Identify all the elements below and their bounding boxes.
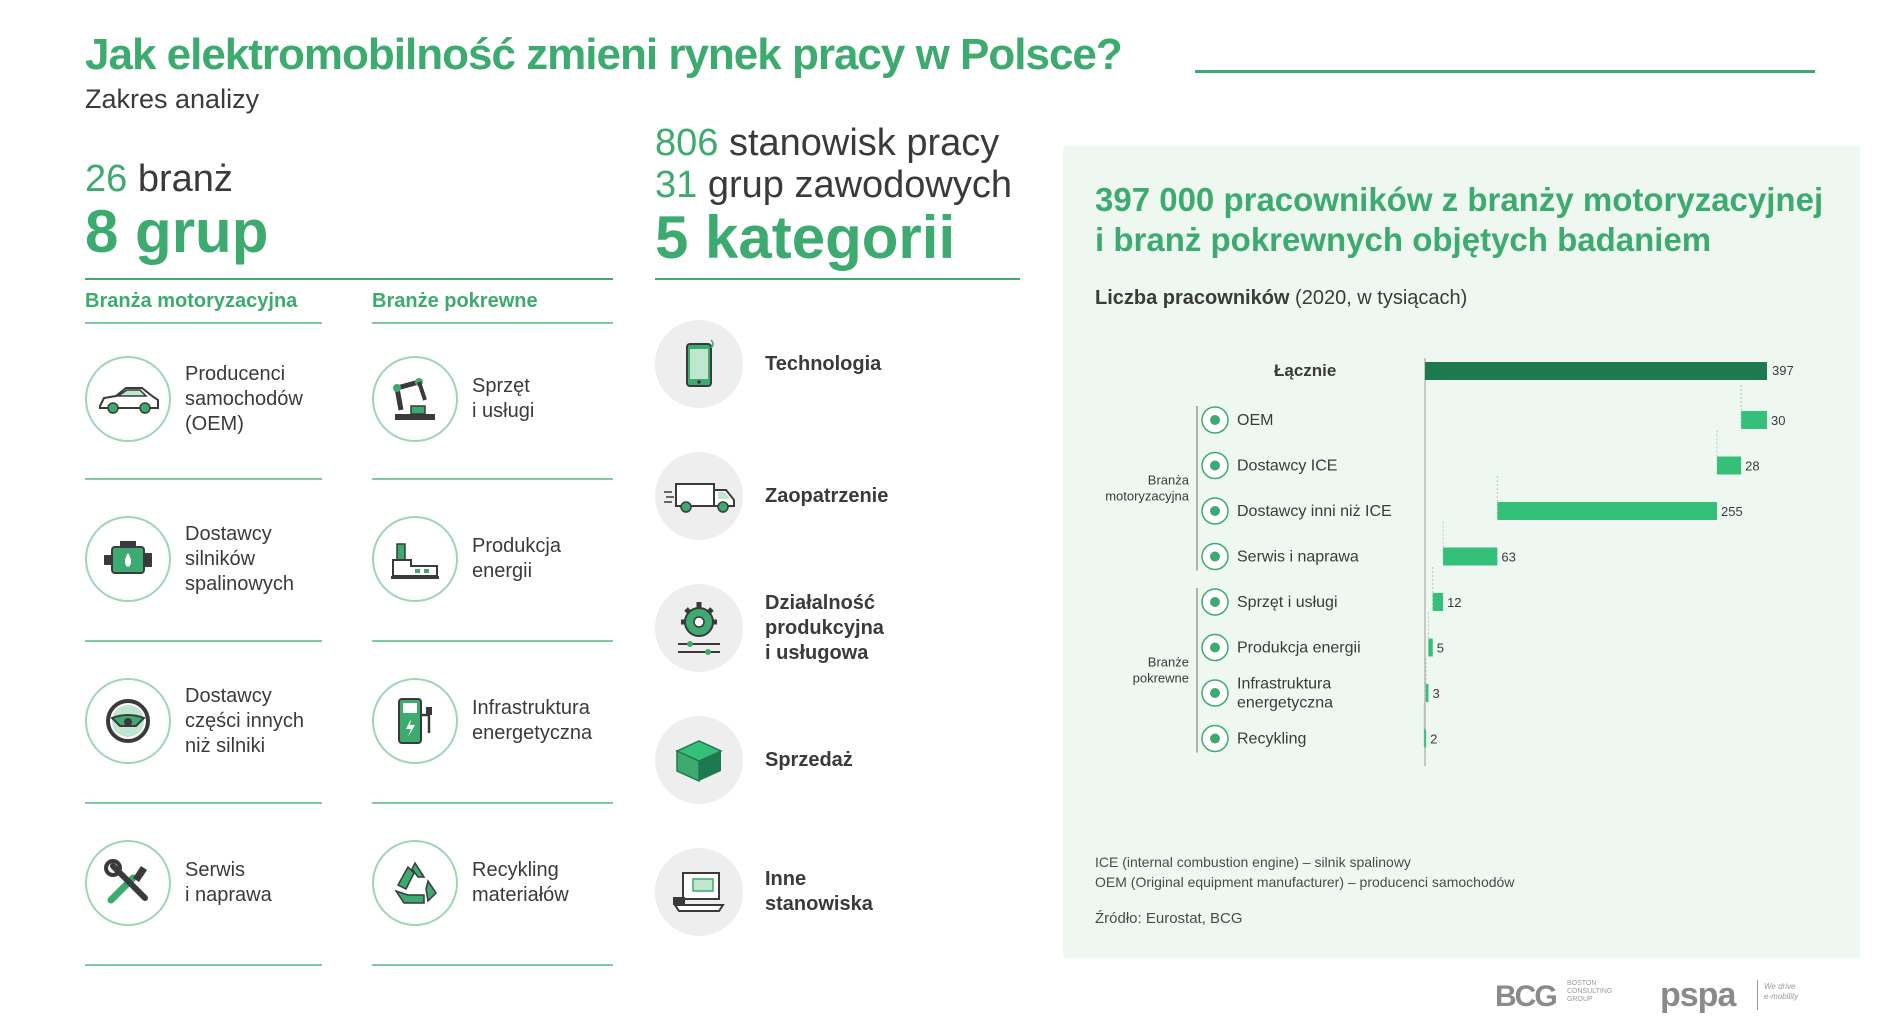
gear-icon <box>655 584 743 672</box>
note-oem: OEM (Original equipment manufacturer) – producenci samochodów <box>1095 874 1515 890</box>
category-other-parts <box>85 678 304 764</box>
bar-item <box>1433 593 1443 611</box>
chart-caption: Liczba pracowników (2020, w tysiącach) <box>1095 287 1468 309</box>
job-category-production <box>655 584 884 672</box>
categories-count: 5 kategorii <box>655 204 956 271</box>
job-category-label: Działalność produkcyjna i usługowa <box>765 591 884 664</box>
page-title: Jak elektromobilność zmieni rynek pracy w Polsce? <box>85 30 1122 79</box>
bar-label: Infrastruktura <box>1237 675 1332 693</box>
bar-total <box>1425 362 1767 380</box>
category-label: Dostawcy silników spalinowych <box>185 522 294 595</box>
bar-item <box>1497 502 1717 520</box>
bar-label: Produkcja energii <box>1237 639 1361 657</box>
divider <box>85 478 322 480</box>
left-stats <box>85 158 268 264</box>
bar-label: OEM <box>1237 412 1274 429</box>
recycle-icon <box>372 840 458 926</box>
category-ice-suppliers <box>85 516 294 602</box>
employment-chart <box>1063 346 1860 786</box>
data-label: 255 <box>1721 504 1743 519</box>
divider <box>372 322 613 324</box>
data-label: 3 <box>1432 686 1440 701</box>
charger-icon <box>372 678 458 764</box>
group-label: Branża <box>1147 472 1189 488</box>
box-icon <box>655 716 743 804</box>
computer-icon <box>655 848 743 936</box>
job-category-technology <box>655 320 881 408</box>
tools-icon <box>85 840 171 926</box>
divider <box>85 278 613 280</box>
bar-item <box>1428 639 1432 657</box>
bar-label: Sprzęt i usługi <box>1237 594 1338 611</box>
data-label: 397 <box>1772 363 1794 378</box>
group-label: motoryzacyjna <box>1105 488 1189 504</box>
data-label: 30 <box>1771 413 1786 428</box>
job-category-label: Sprzedaż <box>765 748 853 771</box>
bar-item <box>1443 548 1497 566</box>
item-icon-dot <box>1210 734 1220 744</box>
category-label: Dostawcy części innych niż silniki <box>185 684 304 757</box>
engine-icon <box>85 516 171 602</box>
middle-stats <box>655 122 1012 270</box>
industries-count: 26 branż <box>85 158 233 200</box>
bar-item <box>1426 684 1429 702</box>
item-icon-dot <box>1210 597 1220 607</box>
groups-count: 8 grup <box>85 198 269 265</box>
col-head-related: Branże pokrewne <box>372 290 538 312</box>
category-service <box>85 840 272 926</box>
divider <box>372 964 613 966</box>
item-icon-dot <box>1210 688 1220 698</box>
bcg-logo: BCG <box>1495 980 1556 1013</box>
divider <box>372 478 613 480</box>
category-label: Infrastruktura energetyczna <box>472 697 593 744</box>
category-equipment <box>372 356 534 442</box>
divider <box>372 640 613 642</box>
divider <box>85 322 322 324</box>
bar-label: Dostawcy ICE <box>1237 457 1338 475</box>
occupational-groups-count: 31 grup zawodowych <box>655 164 1013 206</box>
category-energy-infrastructure <box>372 678 592 764</box>
item-icon-dot <box>1210 461 1220 471</box>
item-icon-dot <box>1210 643 1220 653</box>
bcg-logo-subtitle: BOSTON CONSULTING GROUP <box>1567 980 1613 1003</box>
bar-item <box>1424 730 1426 748</box>
chart-notes <box>1095 852 1514 892</box>
bar-label: Serwis i naprawa <box>1237 548 1359 566</box>
job-category-label: Inne stanowiska <box>765 868 873 915</box>
group-label: Branże <box>1147 654 1189 670</box>
job-category-label: Zaopatrzenie <box>765 484 889 507</box>
col-head-automotive: Branża motoryzacyjna <box>85 290 298 312</box>
factory-icon <box>372 516 458 602</box>
item-icon-dot <box>1210 506 1220 516</box>
group-label: pokrewne <box>1132 670 1189 686</box>
pspa-tagline: We drive e-mobility <box>1764 982 1799 1001</box>
bar-item <box>1741 411 1767 429</box>
job-category-sales <box>655 716 853 804</box>
category-oem <box>85 356 303 442</box>
data-label: 2 <box>1430 731 1438 747</box>
steering-wheel-icon <box>85 678 171 764</box>
data-label: 63 <box>1501 549 1516 565</box>
chart-source: Źródło: Eurostat, BCG <box>1095 910 1243 927</box>
job-category-other <box>655 848 873 936</box>
category-label: Producenci samochodów (OEM) <box>185 362 303 435</box>
category-label: Serwis i naprawa <box>185 859 272 906</box>
title-rule <box>1195 70 1815 73</box>
bar-label: Łącznie <box>1274 361 1337 380</box>
item-icon-dot <box>1210 415 1220 425</box>
car-icon <box>85 356 171 442</box>
phone-icon <box>655 320 743 408</box>
data-label: 12 <box>1447 595 1462 610</box>
note-ice: ICE (internal combustion engine) – silnik spalinowy <box>1095 854 1411 870</box>
category-label: Sprzęt i usługi <box>472 375 535 422</box>
bar-label: Dostawcy inni niż ICE <box>1237 503 1392 520</box>
category-label: Produkcja energii <box>472 535 561 582</box>
data-label: 5 <box>1436 640 1444 656</box>
divider <box>85 640 322 642</box>
category-recycling <box>372 840 569 926</box>
divider <box>655 278 1020 280</box>
job-category-label: Technologia <box>765 352 882 375</box>
category-label: Recykling materiałów <box>472 859 569 906</box>
logo-separator <box>1757 980 1758 1010</box>
van-icon <box>655 452 743 540</box>
bar-item <box>1717 457 1741 475</box>
data-label: 28 <box>1745 458 1760 474</box>
bar-label: Recykling <box>1237 730 1307 748</box>
page-subtitle: Zakres analizy <box>85 84 260 114</box>
robot-arm-icon <box>372 356 458 442</box>
pspa-logo: pspa <box>1660 976 1736 1014</box>
panel-title: 397 000 pracowników z branży motoryzacyjnej i branż pokrewnych objętych badaniem <box>1095 181 1824 258</box>
bar-label: energetyczna <box>1237 694 1334 712</box>
divider <box>85 964 322 966</box>
positions-count: 806 stanowisk pracy <box>655 122 1000 164</box>
divider <box>372 802 613 804</box>
job-category-supply <box>655 452 888 540</box>
divider <box>85 802 322 804</box>
item-icon-dot <box>1210 552 1220 562</box>
category-energy-production <box>372 516 561 602</box>
